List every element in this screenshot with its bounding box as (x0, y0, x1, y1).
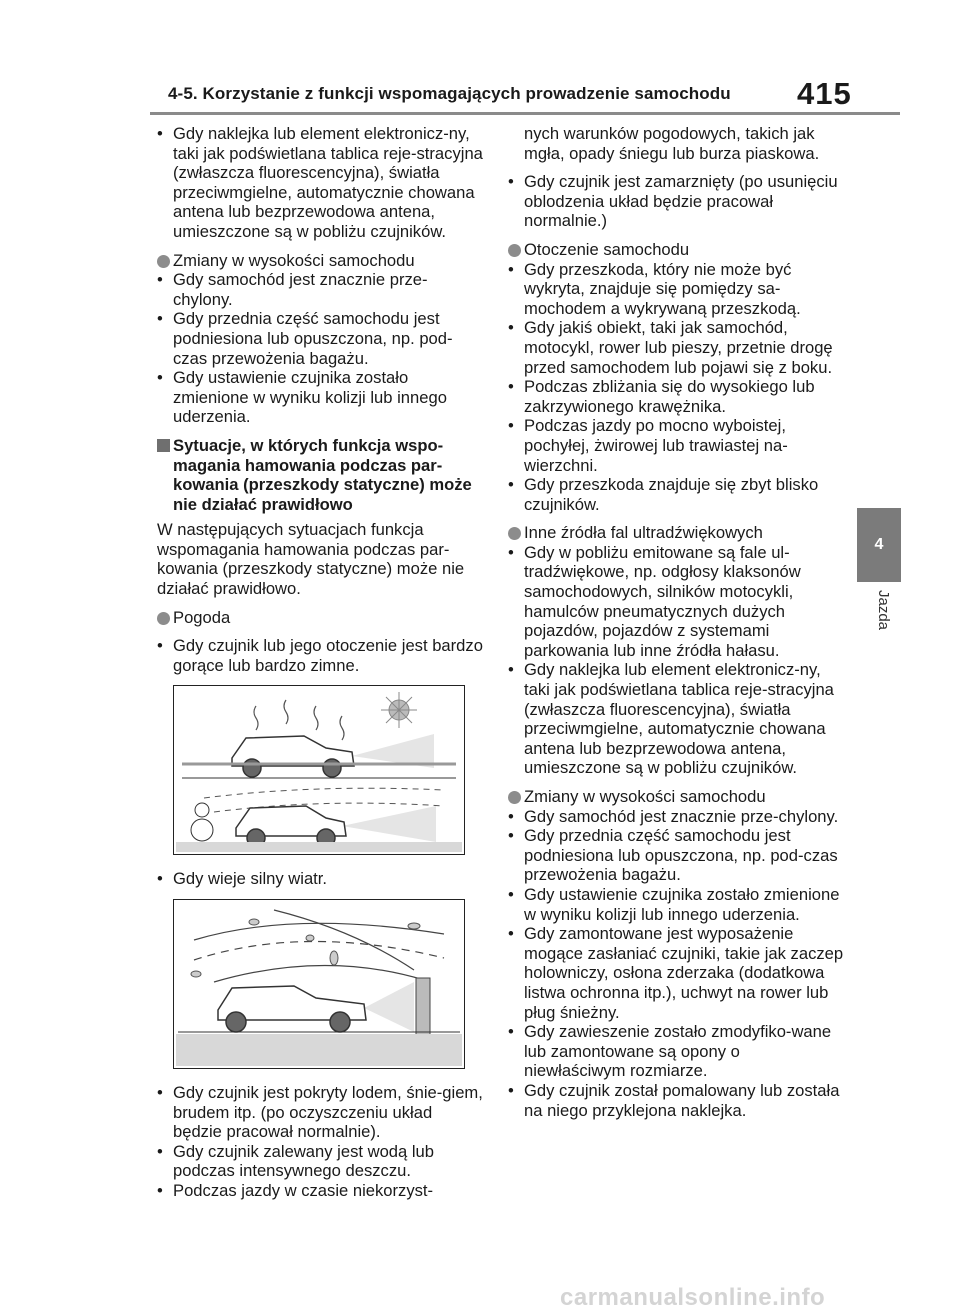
illustration-wind (173, 899, 465, 1069)
paragraph: W następujących sytuacjach funkcja wspomagania hamowania podczas par-kowania (przeszkody statyczne) może nie działać prawidłowo. (157, 520, 465, 599)
chapter-number: 4 (874, 536, 884, 553)
bullet-item: • Gdy czujnik zalewany jest wodą lub podczas intensywnego deszczu. (157, 1142, 483, 1181)
bullet-item: • Podczas zbliżania się do wysokiego lub zakrzywionego krawężnika. (508, 377, 844, 416)
section-heading: Sytuacje, w których funkcja wspo-magania hamowania podczas par-kowania (przeszkody statyczne) może nie działać prawidłowo (157, 436, 483, 514)
car-weather-illustration (174, 686, 464, 854)
bullet-item: • Gdy przednia część samochodu jest podniesiona lub opuszczona, np. pod-czas przewożenia bagażu. (508, 826, 844, 885)
watermark: carmanualsonline.info (560, 1284, 826, 1311)
circle-bullet-icon (157, 255, 170, 268)
section-subheading: Zmiany w wysokości samochodu (508, 787, 844, 807)
bullet-item: • Gdy ustawienie czujnika zostało zmienione w wyniku kolizji lub innego uderzenia. (508, 885, 844, 924)
bullet-item: • Gdy czujnik jest zamarznięty (po usunięciu oblodzenia układ będzie pracował normalnie.) (508, 172, 844, 231)
bullet-item: • Gdy czujnik został pomalowany lub została na niego przyklejona naklejka. (508, 1081, 844, 1120)
bullet-item: • Gdy czujnik jest pokryty lodem, śnie-giem, brudem itp. (po oczyszczeniu układ będzie pracował normalnie). (157, 1083, 483, 1142)
square-bullet-icon (157, 439, 170, 452)
bullet-item: • Gdy samochód jest znacznie prze-chylony. (157, 270, 483, 309)
bullet-item: • Gdy ustawienie czujnika zostało zmienione w wyniku kolizji lub innego uderzenia. (157, 368, 483, 427)
bullet-item: • Podczas jazdy w czasie niekorzyst- (157, 1181, 483, 1201)
heat-wave-icon (254, 700, 344, 740)
circle-bullet-icon (508, 527, 521, 540)
bullet-item: • Gdy jakiś obiekt, taki jak samochód, motocykl, rower lub pieszy, przetnie drogę przed samochodem lub pojawi się z boku. (508, 318, 844, 377)
bullet-item: • Gdy zamontowane jest wyposażenie mogące zasłaniać czujniki, takie jak zaczep holowniczy, osłona zderzaka (dodatkowa listwa ochronna itp.), uchwyt na rower lub pług śnieżny. (508, 924, 844, 1022)
car-wind-illustration (174, 900, 464, 1068)
wind-lines-icon (194, 910, 444, 982)
car-icon (232, 736, 354, 777)
circle-bullet-icon (508, 791, 521, 804)
left-column (157, 124, 483, 1201)
wall-icon (416, 978, 430, 1038)
bullet-item: • Gdy zawieszenie zostało zmodyfiko-wane lub zamontowane są opony o niewłaściwym rozmiarze. (508, 1022, 844, 1081)
circle-bullet-icon (157, 612, 170, 625)
chapter-label: Jazda (875, 590, 892, 631)
section-subheading: Inne źródła fal ultradźwiękowych (508, 523, 844, 543)
car-icon (236, 806, 346, 847)
car-icon (218, 986, 366, 1032)
circle-bullet-icon (508, 244, 521, 257)
illustration-heat-cold (173, 685, 465, 855)
bullet-item: • Gdy samochód jest znacznie prze-chylony. (508, 807, 844, 827)
bullet-item: • Gdy w pobliżu emitowane są fale ul-tradźwiękowe, np. odgłosy klaksonów samochodowych, silników motocykli, hamulców pneumatycznych dużych pojazdów, pojazdów z systemami parkowania lub inne źródła hałasu. (508, 543, 844, 661)
bullet-item: • Gdy naklejka lub element elektronicz-ny, taki jak podświetlana tablica reje-stracyjna (zwłaszcza fluorescencyjna), światła przeciwmgielne, automatycznie chowana antena lub bezprzewodowa antena, umieszczone są w pobliżu czujników. (157, 124, 483, 242)
bullet-item: • Gdy wieje silny wiatr. (157, 869, 483, 889)
page-header-title: 4-5. Korzystanie z funkcji wspomagających prowadzenie samochodu (168, 84, 731, 103)
page-number: 415 (797, 76, 852, 111)
sun-icon (381, 692, 417, 728)
section-subheading: Zmiany w wysokości samochodu (157, 251, 483, 271)
bullet-item: • Gdy czujnik lub jego otoczenie jest bardzo gorące lub bardzo zimne. (157, 636, 483, 675)
right-column (508, 124, 844, 1120)
bullet-item: • Gdy przeszkoda, który nie może być wykryta, znajduje się pomiędzy sa-mochodem a wykrywaną przeszkodą. (508, 260, 844, 319)
snowman-icon (191, 803, 213, 841)
header-divider (150, 112, 900, 115)
leaf-icon (191, 919, 420, 977)
section-subheading: Pogoda (157, 608, 483, 628)
chapter-tab (857, 508, 901, 582)
section-subheading: Otoczenie samochodu (508, 240, 844, 260)
continued-text: nych warunków pogodowych, takich jak mgła, opady śniegu lub burza piaskowa. (524, 124, 820, 163)
bullet-item: • Gdy przednia część samochodu jest podniesiona lub opuszczona, np. pod-czas przewożenia bagażu. (157, 309, 483, 368)
bullet-item: • Gdy przeszkoda znajduje się zbyt blisko czujników. (508, 475, 844, 514)
bullet-item: • Gdy naklejka lub element elektronicz-ny, taki jak podświetlana tablica reje-stracyjna (zwłaszcza fluorescencyjna), światła przeciwmgielne, automatycznie chowana antena lub bezprzewodowa antena, umieszczone są w pobliżu czujników. (508, 660, 844, 778)
bullet-item: • Podczas jazdy po mocno wyboistej, pochyłej, żwirowej lub trawiastej na-wierzchni. (508, 416, 844, 475)
